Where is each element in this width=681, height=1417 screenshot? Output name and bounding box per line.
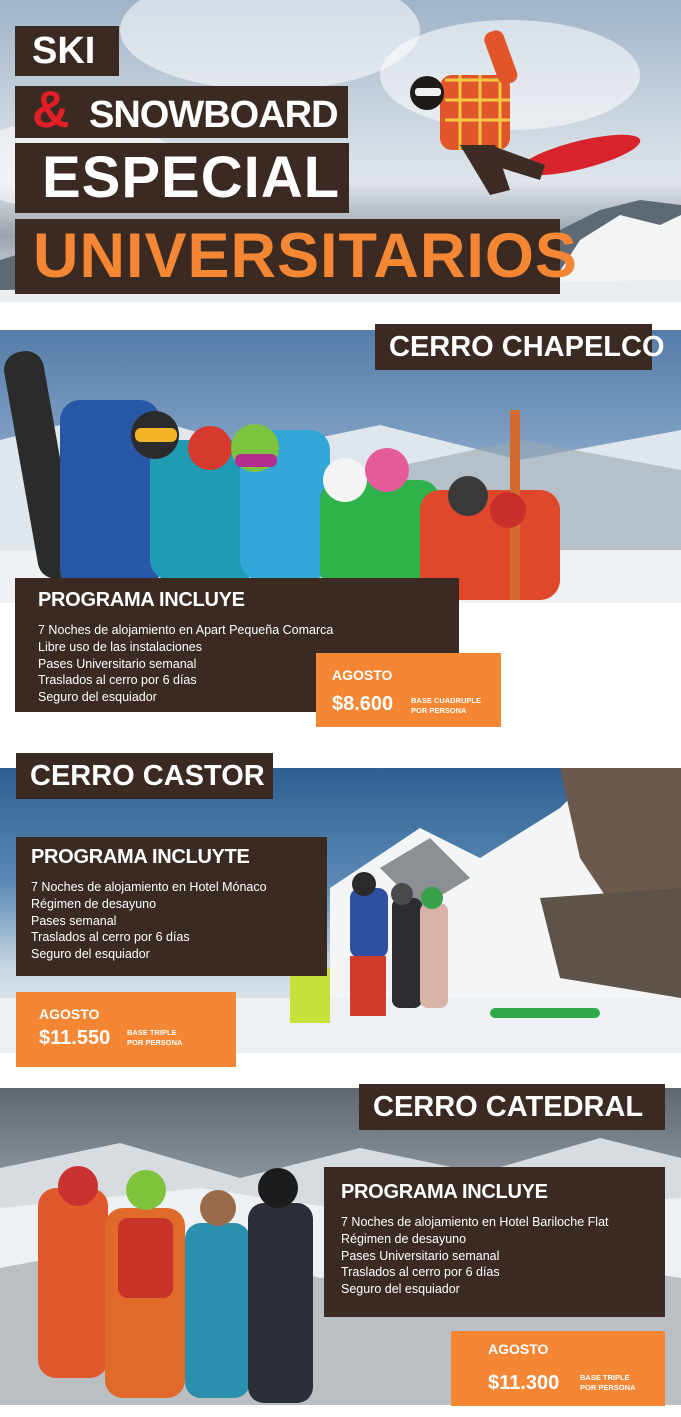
program-item: Pases Universitario semanal	[38, 656, 197, 671]
snowboard-word: SNOWBOARD	[89, 94, 338, 136]
ampersand: &	[32, 81, 70, 139]
program-item: Seguro del esquiador	[38, 690, 157, 705]
program-item: Traslados al cerro por 6 días	[341, 1265, 500, 1280]
price-amount: $8.600	[332, 693, 394, 715]
price-basis-line2: POR PERSONA	[411, 706, 467, 715]
price-basis	[580, 1373, 635, 1393]
program-item: Libre uso de las instalaciones	[38, 639, 202, 654]
program-title: PROGRAMA INCLUYE	[341, 1181, 548, 1203]
program-box-catedral	[324, 1167, 665, 1317]
section-title-chapelco: CERRO CHAPELCO	[375, 324, 652, 370]
program-item: 7 Noches de alojamiento en Apart Pequeña Comarca	[38, 623, 334, 637]
price-amount: $11.300	[488, 1372, 560, 1394]
chapelco-scene	[0, 330, 681, 603]
hero-title-snowboard	[15, 81, 348, 139]
price-amount: $11.550	[39, 1027, 111, 1049]
price-basis-line1: BASE TRIPLE	[127, 1028, 177, 1037]
price-tag-castor	[16, 992, 236, 1067]
program-title: PROGRAMA INCLUYE	[38, 589, 245, 611]
price-month: AGOSTO	[488, 1341, 549, 1357]
price-month: AGOSTO	[39, 1006, 100, 1022]
program-title: PROGRAMA INCLUYTE	[31, 846, 250, 868]
price-basis-line2: POR PERSONA	[580, 1383, 636, 1392]
price-month: AGOSTO	[332, 667, 393, 683]
hero-title-ski: SKI	[15, 26, 119, 76]
program-item: Régimen de desayuno	[31, 896, 157, 911]
snowboarder-illustration	[405, 15, 645, 215]
program-item: Régimen de desayuno	[341, 1231, 467, 1246]
price-tag-chapelco	[316, 653, 501, 727]
program-item: Traslados al cerro por 6 días	[31, 930, 190, 945]
hero-title-universitarios: UNIVERSITARIOS	[15, 219, 560, 294]
section-title-castor: CERRO CASTOR	[16, 753, 273, 799]
program-item: 7 Noches de alojamiento en Hotel Bariloche Flat	[341, 1215, 609, 1229]
hero-title-especial: ESPECIAL	[15, 143, 349, 213]
price-basis-line2: POR PERSONA	[127, 1038, 183, 1047]
price-tag-catedral	[451, 1331, 665, 1406]
program-item: Pases semanal	[31, 913, 117, 928]
chapelco-photo	[0, 330, 681, 603]
program-item: Pases Universitario semanal	[341, 1248, 500, 1263]
price-basis-line1: BASE TRIPLE	[580, 1373, 630, 1382]
program-item: Traslados al cerro por 6 días	[38, 673, 197, 688]
price-basis-line1: BASE CUADRUPLE	[411, 696, 482, 705]
program-box-castor	[16, 837, 327, 976]
price-basis	[411, 696, 481, 716]
program-item: Seguro del esquiador	[341, 1282, 460, 1297]
program-item: 7 Noches de alojamiento en Hotel Mónaco	[31, 880, 267, 894]
section-title-catedral: CERRO CATEDRAL	[359, 1084, 665, 1130]
program-item: Seguro del esquiador	[31, 947, 150, 962]
price-basis	[127, 1028, 182, 1048]
